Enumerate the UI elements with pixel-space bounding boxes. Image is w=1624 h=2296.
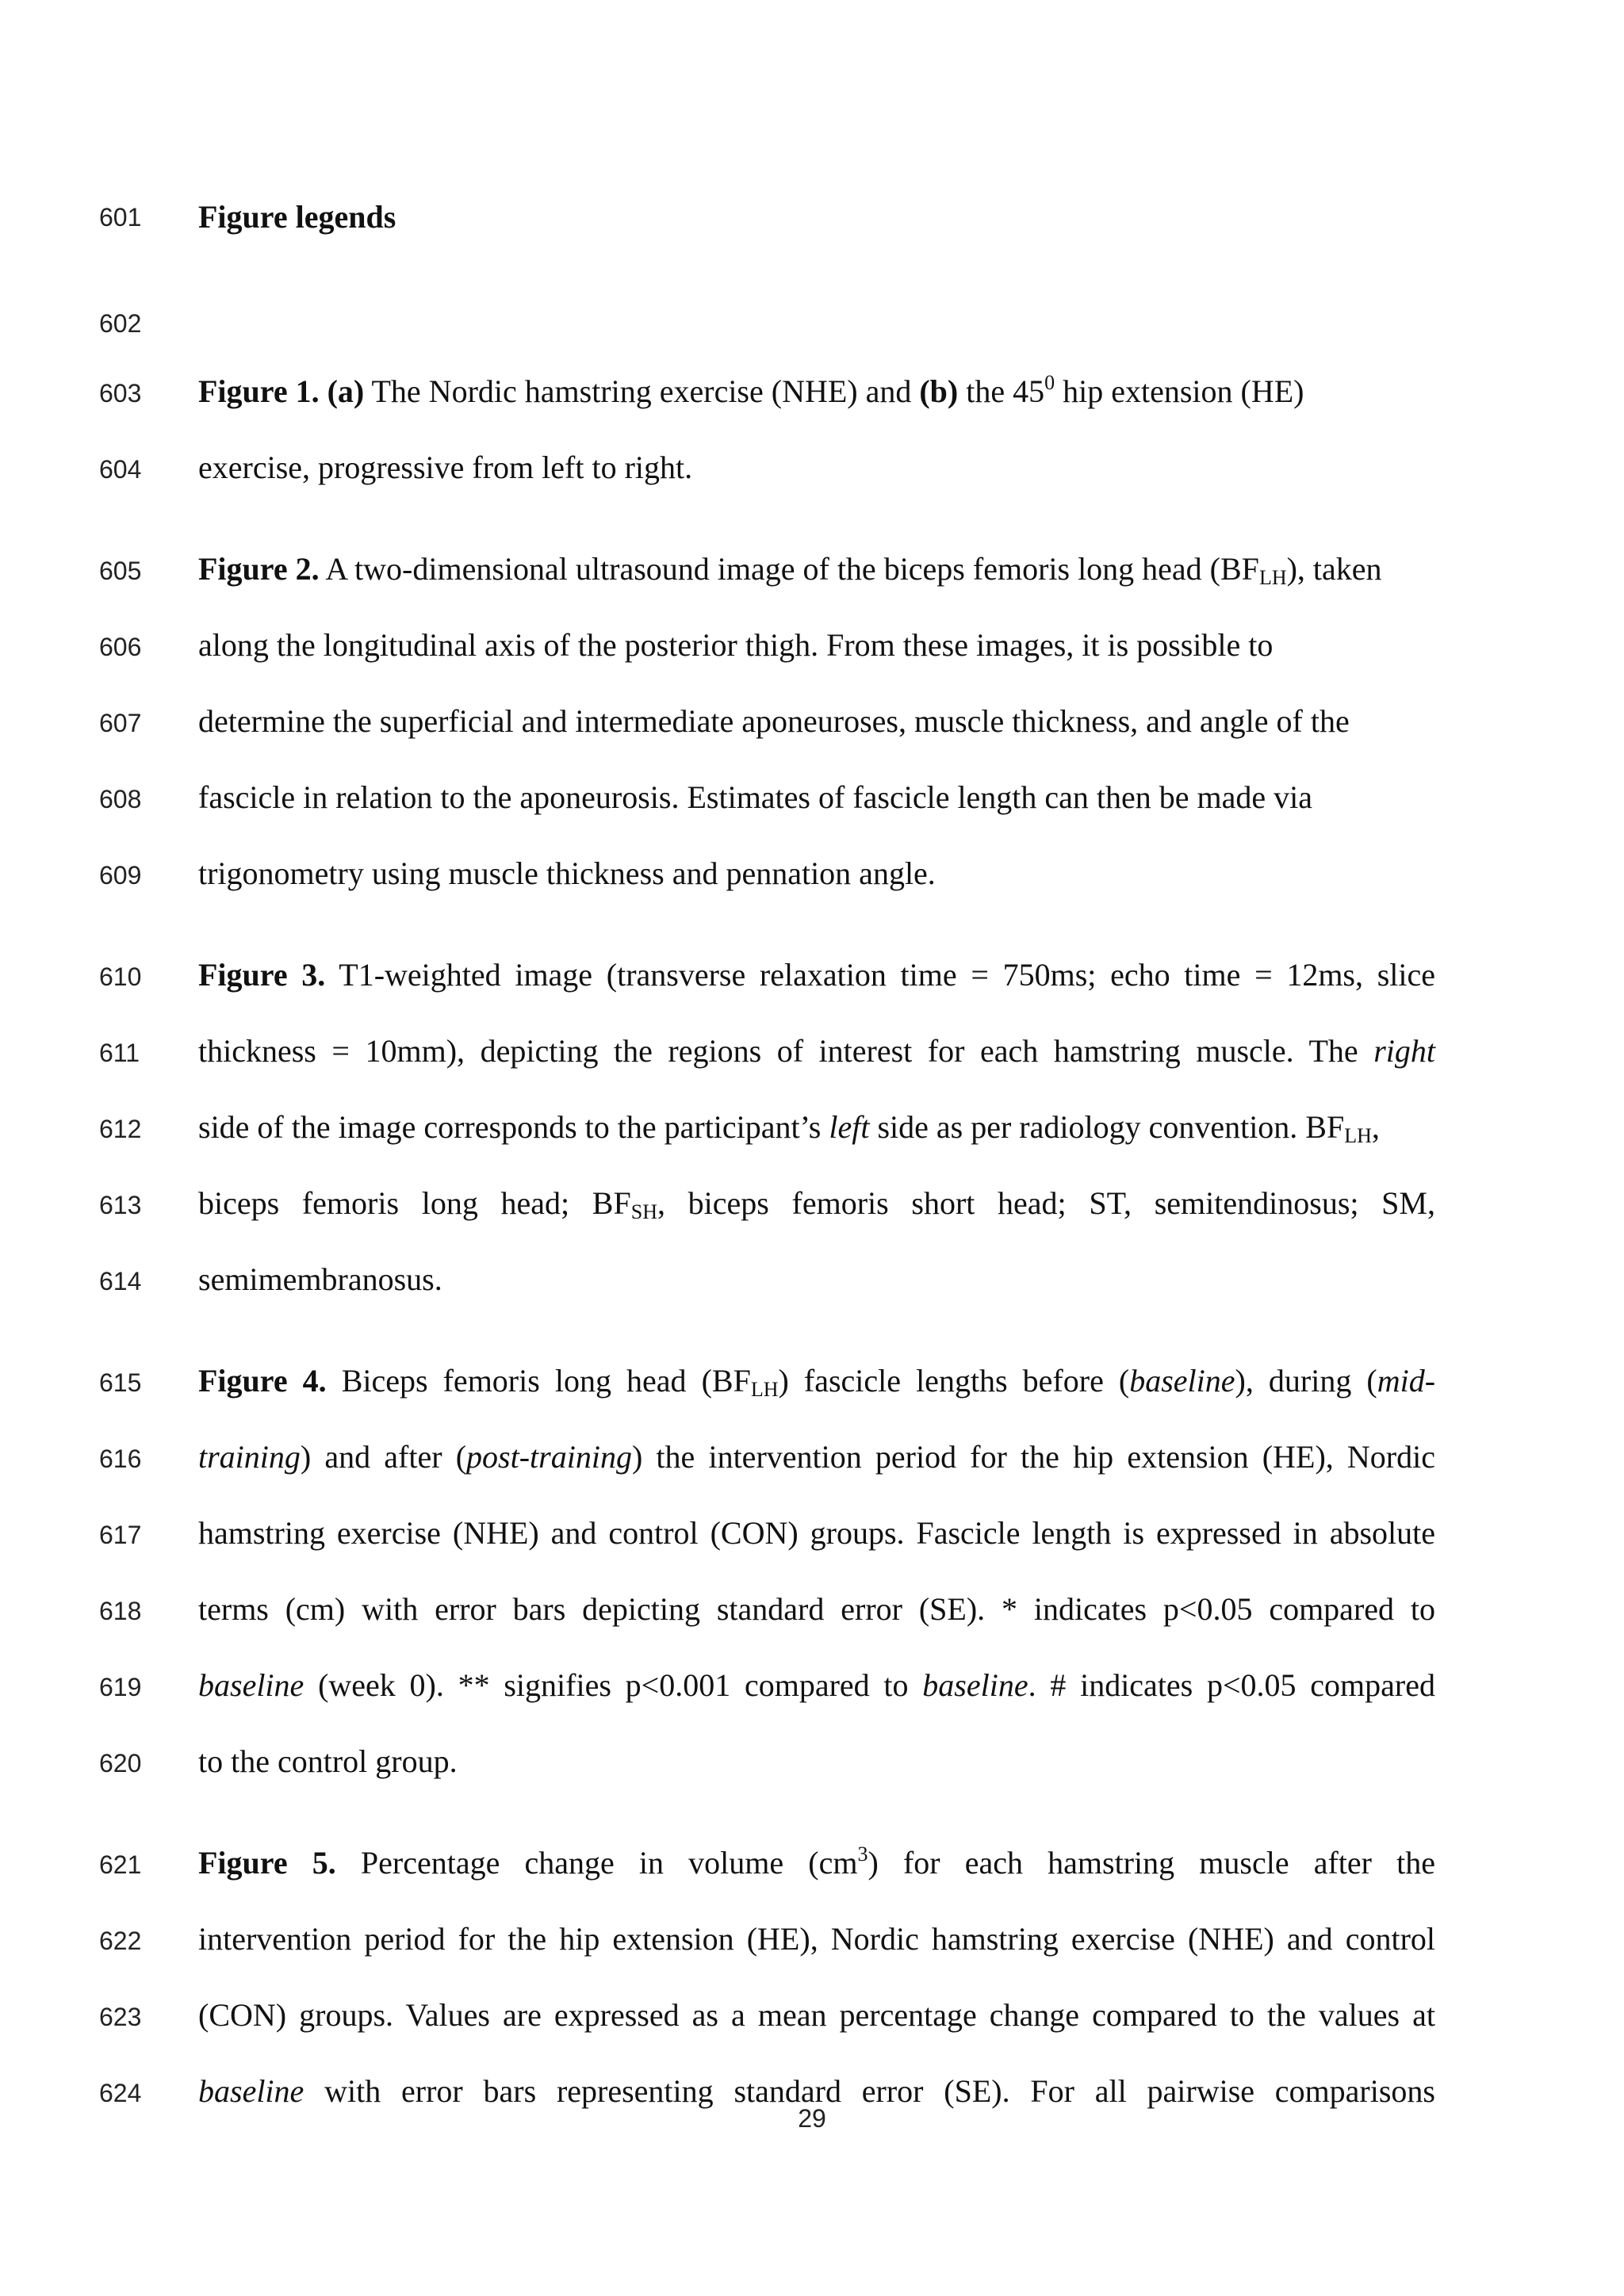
figure-4-legend-line: to the control group. xyxy=(198,1743,458,1779)
line-number: 606 xyxy=(99,633,142,661)
figure-2-legend-line: fascicle in relation to the aponeurosis. Estimates of fascicle length can then be made via xyxy=(198,779,1313,815)
line-number: 621 xyxy=(99,1850,142,1879)
figure-5-legend-line: (CON) groups. Values are expressed as a mean percentage change compared to the values at xyxy=(198,1997,1435,2033)
page-number: 29 xyxy=(798,2104,826,2133)
figure-3-legend-line: semimembranosus. xyxy=(198,1261,442,1297)
line-number: 610 xyxy=(99,962,142,991)
figure-2-legend-line: along the longitudinal axis of the posterior thigh. From these images, it is possible to xyxy=(198,627,1274,663)
line-number: 615 xyxy=(99,1368,142,1397)
line-number: 619 xyxy=(99,1673,142,1701)
line-number: 609 xyxy=(99,861,142,890)
line-number: 616 xyxy=(99,1445,142,1473)
line-number: 604 xyxy=(99,455,142,484)
line-number: 622 xyxy=(99,1927,142,1955)
figure-4-legend-line: hamstring exercise (NHE) and control (CON) groups. Fascicle length is expressed in absolute xyxy=(198,1515,1435,1551)
figure-3-legend-line: Figure 3. T1-weighted image (transverse relaxation time = 750ms; echo time = 12ms, slice xyxy=(198,957,1435,993)
figure-4-legend-line: training) and after (post-training) the intervention period for the hip extension (HE), Nordic xyxy=(198,1439,1435,1475)
figure-3-legend-line: side of the image corresponds to the participant’s left side as per radiology convention. $BF_{LH}$, xyxy=(198,1109,1380,1147)
line-number: 624 xyxy=(99,2079,142,2107)
line-number: 601 xyxy=(99,203,142,232)
figure-3-legend-line: biceps femoris long head; $BF_{SH}$, biceps femoris short head; ST, semitendinosus; SM, xyxy=(198,1185,1435,1223)
figure-4-legend-line: terms (cm) with error bars depicting standard error (SE). * indicates p<0.05 compared to xyxy=(198,1591,1435,1627)
figure-5-legend-line: Figure 5. Percentage change in volume $(cm^3)$ for each hamstring muscle after the xyxy=(198,1843,1435,1881)
line-number: 608 xyxy=(99,785,142,813)
line-number: 602 xyxy=(99,309,142,338)
line-number: 613 xyxy=(99,1191,142,1219)
line-number: 614 xyxy=(99,1267,142,1295)
figure-2-legend-line: Figure 2. A two-dimensional ultrasound image of the biceps femoris long head $(BF_{LH})$, taken xyxy=(198,551,1382,589)
figure-5-legend-line: intervention period for the hip extension (HE), Nordic hamstring exercise (NHE) and control xyxy=(198,1921,1435,1957)
figure-4-legend-line: Figure 4. Biceps femoris long head $(BF_{LH})$ fascicle lengths before (baseline), during (mid- xyxy=(198,1363,1436,1401)
line-number: 617 xyxy=(99,1521,142,1549)
line-number: 611 xyxy=(99,1039,140,1067)
line-number: 618 xyxy=(99,1597,142,1625)
line-number: 623 xyxy=(99,2003,142,2031)
figure-3-legend-line: thickness = 10mm), depicting the regions of interest for each hamstring muscle. The right xyxy=(198,1033,1435,1069)
line-number: 612 xyxy=(99,1115,142,1143)
line-number: 603 xyxy=(99,379,142,408)
figure-2-legend-line: trigonometry using muscle thickness and pennation angle. xyxy=(198,855,936,891)
figure-1-legend-line: Figure 1. (a) The Nordic hamstring exercise (NHE) and (b) the $45^0$ hip extension (HE) xyxy=(198,371,1304,409)
section-heading: Figure legends xyxy=(198,199,396,235)
figure-1-legend-line: exercise, progressive from left to right. xyxy=(198,450,693,485)
line-number: 605 xyxy=(99,557,142,585)
line-number: 607 xyxy=(99,709,142,737)
figure-4-legend-line: baseline (week 0). ** signifies p<0.001 compared to baseline. # indicates p<0.05 compared xyxy=(198,1667,1435,1703)
figure-5-legend-line: baseline with error bars representing standard error (SE). For all pairwise comparisons xyxy=(198,2073,1435,2109)
figure-2-legend-line: determine the superficial and intermediate aponeuroses, muscle thickness, and angle of the xyxy=(198,703,1350,739)
line-number: 620 xyxy=(99,1749,142,1777)
